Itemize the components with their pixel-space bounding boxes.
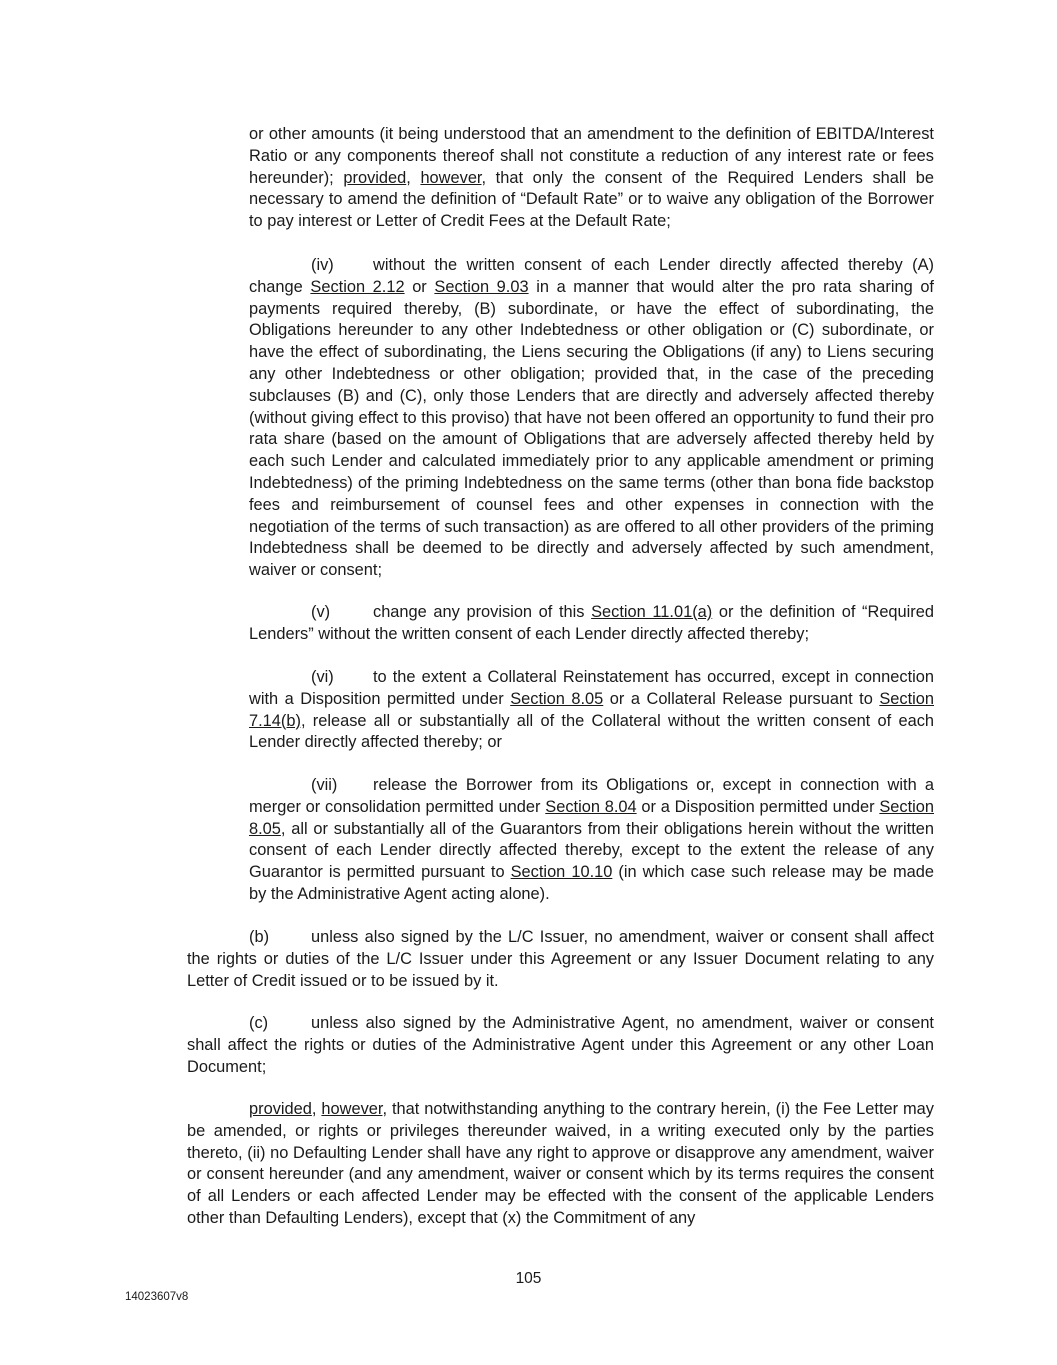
clause-number: (vii) (311, 776, 338, 794)
clause-vii (249, 775, 934, 906)
section-reference: Section 9.03 (434, 277, 529, 296)
document-id: 14023607v8 (125, 1291, 189, 1303)
text-run: , that notwithstanding anything to the contrary herein, (i) the Fee Letter may be amended, or rights or privileges thereunder waived, in a writing executed only by the parties thereto, (ii) no Defaulting Lender shall have any right to approve or disapprove any amendment, waiver or consent hereunder (and any amendment, waiver or consent which by its terms requires the consent of all Lenders or each affected Lender may be effected with the consent of the applicable Lenders other than Defaulting Lenders), except that (x) the Commitment of any (187, 1100, 934, 1227)
section-reference: Section 8.05 (510, 689, 604, 708)
underlined-term: provided (249, 1100, 312, 1118)
section-reference: Section 2.12 (310, 277, 405, 296)
clause-iv (249, 255, 934, 582)
text-run: (in which case such release may be made by the Administrative Agent acting alone). (249, 863, 935, 903)
text-run: in a manner that would alter the pro rata sharing of payments required thereby, (B) subordinate, or have the effect of subordinating, the Obligations hereunder to any other Indebtedness or other obligation or (C) subordinate, or have the effect of subordinating, the Liens securing the Obligations (if any) to Liens securing any other Indebtedness or other obligation; provided that, in the case of the preceding subclauses (B) and (C), only those Lenders that are directly and adversely affected thereby (without giving effect to this proviso) that have not been offered an opportunity to fund their pro rata share (based on the amount of Obligations that are adversely affected thereby held by each such Lender and calculated immediately prior to any applicable amendment or priming Indebtedness) of the priming Indebtedness on the same terms (other than bona fide backstop fees and reimbursement of counsel fees and other expenses in connection with the negotiation of the terms of such transaction) as are offered to all other providers of the priming Indebtedness shall be deemed to be directly and adversely affected by such amendment, waiver or consent; (249, 277, 934, 580)
text-run: unless also signed by the Administrative Agent, no amendment, waiver or consent shall affect the rights or duties of the Administrative Agent under this Agreement or any other Loan Document; (187, 1014, 934, 1076)
clause-c (187, 1013, 934, 1078)
clause-vi (249, 667, 934, 754)
clause-b (187, 927, 934, 992)
paragraph-continuation (249, 124, 934, 233)
clause-number: (c) (249, 1014, 269, 1032)
text-run: without the written consent of each Lender directly affected thereby (A) change (249, 256, 934, 296)
text-run: or a Disposition permitted under (636, 797, 880, 816)
underlined-term: however (321, 1100, 383, 1118)
clause-number: (vi) (311, 668, 334, 686)
text-run: release the Borrower from its Obligations or, except in connection with a merger or consolidation permitted under (249, 776, 934, 816)
section-reference: Section 11.01(a) (591, 603, 713, 621)
section-reference: Section 8.05 (249, 797, 934, 838)
underlined-term: however (420, 168, 482, 187)
text-run: or the definition of “Required Lenders” without the written consent of each Lender directly affected thereby; (249, 603, 934, 643)
section-reference: Section 8.04 (545, 797, 637, 816)
clause-v (249, 602, 934, 646)
text-run: to the extent a Collateral Reinstatement has occurred, except in connection with a Disposition permitted under (249, 668, 934, 708)
section-reference: Section 10.10 (510, 863, 613, 882)
clause-number: (v) (311, 603, 331, 621)
section-reference: Section 7.14(b) (249, 689, 934, 730)
page-number: 105 (515, 1270, 542, 1287)
underlined-term: provided (343, 168, 407, 187)
text-run: change any provision of this (373, 603, 592, 621)
proviso-paragraph (187, 1099, 934, 1230)
text-run: or (404, 277, 435, 296)
text-run: , all or substantially all of the Guarantors from their obligations herein without the written consent of each Lender directly affected thereby, except to the extent the release of any Guarantor is permitted pursuant to (249, 819, 934, 882)
clause-number: (b) (249, 928, 270, 946)
text-run: or a Collateral Release pursuant to (603, 689, 880, 708)
text-run: unless also signed by the L/C Issuer, no amendment, waiver or consent shall affect the rights or duties of the L/C Issuer under this Agreement or any Issuer Document relating to any Letter of Credit issued or to be issued by it. (187, 928, 934, 990)
clause-number: (iv) (311, 256, 334, 274)
text-run: , release all or substantially all of the Collateral without the written consent of each Lender directly affected thereby; or (249, 711, 934, 752)
text-run: , (311, 1100, 322, 1118)
text-run: , that only the consent of the Required Lenders shall be necessary to amend the definition of “Default Rate” or to waive any obligation of the Borrower to pay interest or Letter of Credit Fees at the Default Rate; (249, 168, 935, 231)
text-run: , (406, 168, 421, 187)
text-run: or other amounts (it being understood that an amendment to the definition of EBITDA/Interest Ratio or any components thereof shall not constitute a reduction of any interest rate or fees hereunder); (249, 125, 934, 187)
